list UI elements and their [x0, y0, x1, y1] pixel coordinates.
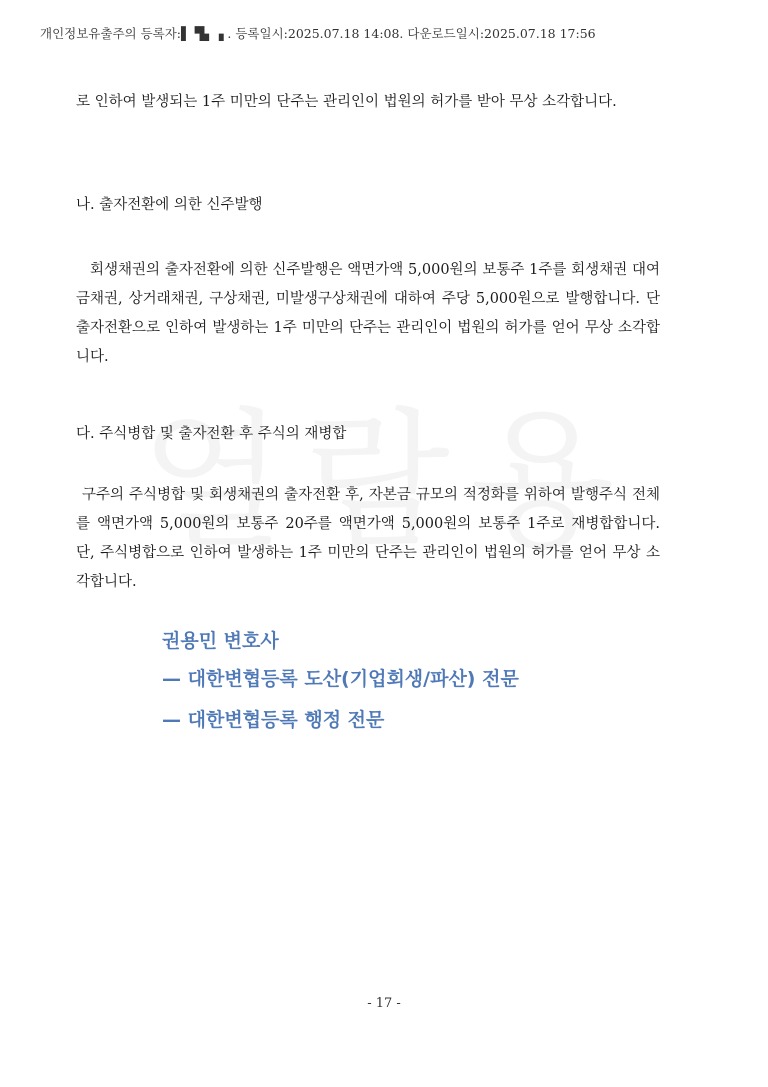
lawyer-name: 권용민 변호사 — [162, 630, 279, 652]
paragraph-debt-equity-swap: 회생채권의 출자전환에 의한 신주발행은 액면가액 5,000원의 보통주 1주를 회생채권 대여금채권, 상거래채권, 구상채권, 미발생구상채권에 대하여 주당 5,000원으로 발행합니다. 단 출자전환으로 인하여 발생하는 1주 미만의 단주는 관리인이 법원의 허가를 얻어 무상 소각합니다. — [76, 262, 660, 365]
paragraph-reverse-split: 구주의 주식병합 및 회생채권의 출자전환 후, 자본금 규모의 적정화를 위하여 발행주식 전체를 액면가액 5,000원의 보통주 20주를 액면가액 5,000원의 보통주 1주로 재병합합니다. 단, 주식병합으로 인하여 발생하는 1주 미만의 단주는 관리인이 법원의 허가를 얻어 무상 소각합니다. — [76, 487, 660, 590]
download-header: 개인정보유출주의 등록자:▌ ▜▖▗ . 등록일시:2025.07.18 14:08. 다운로드일시:2025.07.18 17:56 — [40, 26, 596, 41]
page-number: - 17 - — [367, 996, 401, 1011]
section-heading-na: 나. 출자전환에 의한 신주발행 — [76, 197, 263, 213]
specialty-line-bankruptcy: — 대한변협등록 도산(기업회생/파산) 전문 — [162, 668, 519, 690]
specialty-line-administrative: — 대한변협등록 행정 전문 — [162, 709, 385, 731]
paragraph-continuation: 로 인하여 발생되는 1주 미만의 단주는 관리인이 법원의 허가를 받아 무상 소각합니다. — [76, 94, 617, 110]
section-heading-da: 다. 주식병합 및 출자전환 후 주식의 재병합 — [76, 426, 347, 442]
